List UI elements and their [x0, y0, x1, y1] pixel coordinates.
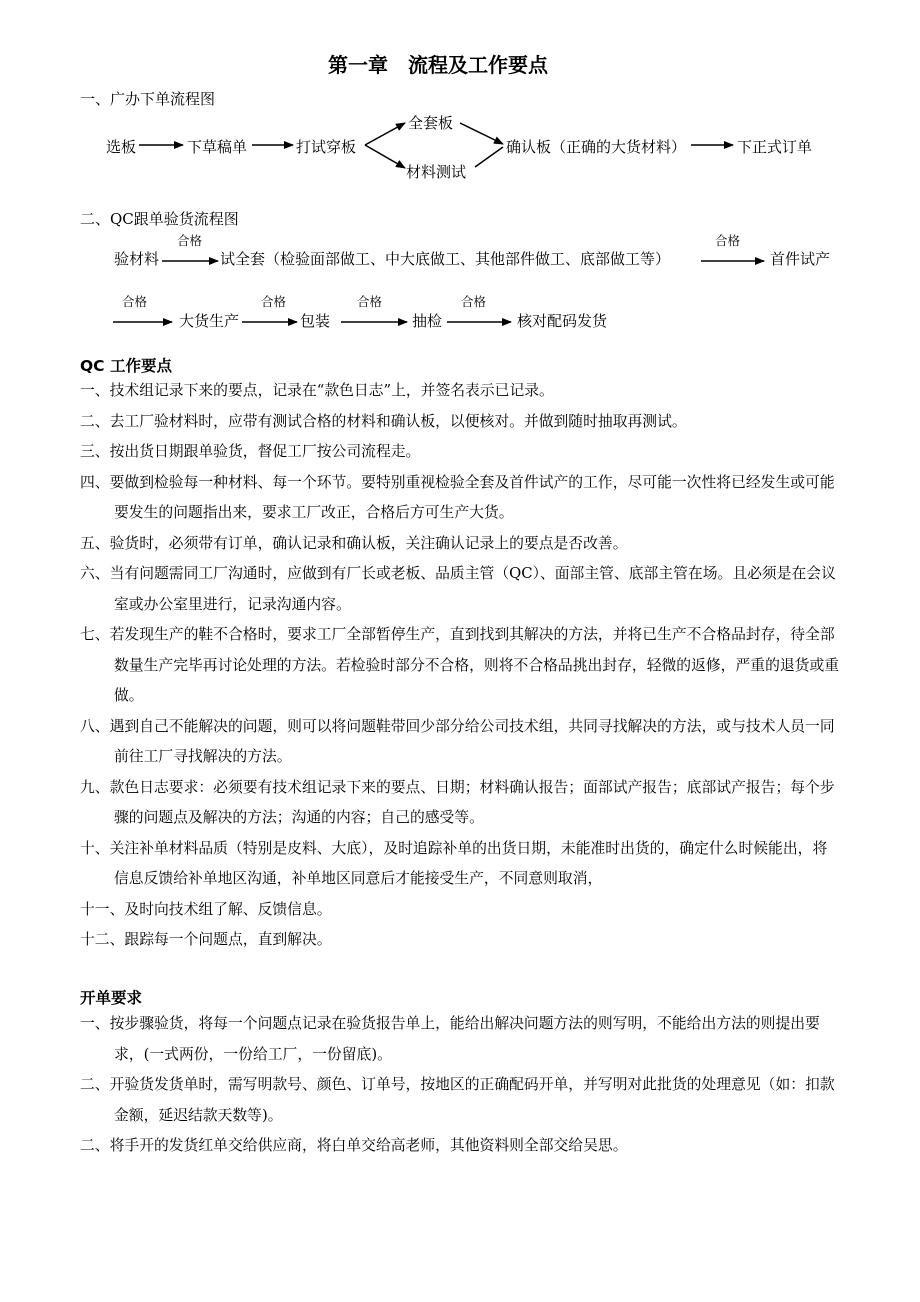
qc-item: 七、若发现生产的鞋不合格时，要求工厂全部暂停生产，直到找到其解决的方法，并将已生产不合格品封存，待全部数量生产完毕再讨论处理的方法。若检验时部分不合格，则将不合格品挑出封存，轻微的返修，严重的退货或重做。 [80, 626, 840, 704]
flow1-heading: 一、广办下单流程图 [80, 90, 216, 108]
flow2-node-first-production: 首件试产 [770, 250, 831, 268]
order-list [80, 1009, 840, 1162]
flow1-node-trial-board: 打试穿板 [296, 138, 357, 156]
qc-item: 十、关注补单材料品质（特别是皮料、大底），及时追踪补单的出货日期，未能准时出货的，确定什么时候能出，将信息反馈给补单地区沟通，补单地区同意后才能接受生产，不同意则取消， [80, 839, 828, 887]
flow1-node-full-set: 全套板 [408, 114, 454, 132]
pass-label: 合格 [715, 233, 741, 248]
order-item: 一、按步骤验货，将每一个问题点记录在验货报告单上，能给出解决问题方法的则写明，不能给出方法的则提出要求，(一式两份，一份给工厂，一份留底)。 [80, 1015, 820, 1063]
order-item: 二、将手开的发货红单交给供应商，将白单交给高老师，其他资料则全部交给吴思。 [80, 1137, 628, 1154]
flow1-node-formal-order: 下正式订单 [737, 138, 813, 156]
flow1-arrow-join-down [475, 147, 503, 167]
flow1-node-material-test: 材料测试 [406, 163, 467, 181]
flow2-node-ship: 核对配码发货 [517, 312, 608, 330]
flow1-arrow-up [365, 123, 405, 145]
qc-item: 三、按出货日期跟单验货，督促工厂按公司流程走。 [80, 443, 421, 460]
flow2-node-mass-production: 大货生产 [179, 312, 240, 330]
qc-item: 八、遇到自己不能解决的问题，则可以将问题鞋带回少部分给公司技术组，共同寻找解决的方法，或与技术人员一同前往工厂寻找解决的方法。 [80, 717, 835, 765]
pass-label: 合格 [261, 294, 287, 309]
qc-item: 一、技术组记录下来的要点，记录在“款色日志”上，并签名表示已记录。 [80, 382, 554, 399]
qc-heading: QC 工作要点 [80, 357, 172, 375]
flow2-node-packing: 包装 [300, 312, 331, 330]
order-heading: 开单要求 [80, 989, 143, 1007]
flow2-node-check-material: 验材料 [114, 250, 160, 268]
pass-label: 合格 [461, 294, 487, 309]
pass-label: 合格 [357, 294, 383, 309]
flow1-arrow-down [365, 145, 405, 168]
qc-item: 六、当有问题需同工厂沟通时，应做到有厂长或老板、品质主管（QC）、面部主管、底部主管在场。且必须是在会议室或办公室里进行，记录沟通内容。 [80, 565, 836, 613]
page-title: 第一章 流程及工作要点 [328, 53, 548, 77]
flow2-node-full-trial: 试全套（检验面部做工、中大底做工、其他部件做工、底部做工等） [220, 250, 671, 268]
flow2-heading: 二、QC跟单验货流程图 [80, 210, 239, 228]
qc-item: 十一、及时向技术组了解、反馈信息。 [80, 900, 332, 918]
flow-arrows [0, 0, 920, 400]
qc-list [80, 376, 840, 956]
qc-item: 二、去工厂验材料时，应带有测试合格的材料和确认板，以便核对。并做到随时抽取再测试。 [80, 412, 687, 430]
qc-item: 十二、跟踪每一个问题点，直到解决。 [80, 931, 332, 948]
flow1-node-draft-order: 下草稿单 [187, 138, 248, 156]
qc-item: 九、款色日志要求：必须要有技术组记录下来的要点、日期；材料确认报告；面部试产报告；底部试产报告；每个步骤的问题点及解决的方法；沟通的内容；自己的感受等。 [80, 778, 835, 826]
flow2-node-sampling: 抽检 [412, 312, 443, 330]
flow1-node-confirm-board: 确认板（正确的大货材料） [506, 138, 687, 156]
order-item: 二、开验货发货单时，需写明款号、颜色、订单号，按地区的正确配码开单，并写明对此批货的处理意见（如：扣款金额，延迟结款天数等)。 [80, 1076, 835, 1124]
flow1-node-select-board: 选板 [106, 138, 137, 156]
flow1-arrow-join-up [460, 123, 503, 144]
pass-label: 合格 [122, 294, 148, 309]
qc-item: 五、验货时，必须带有订单，确认记录和确认板，关注确认记录上的要点是否改善。 [80, 534, 628, 552]
pass-label: 合格 [177, 233, 203, 248]
qc-item: 四、要做到检验每一种材料、每一个环节。要特别重视检验全套及首件试产的工作，尽可能一次性将已经发生或可能要发生的问题指出来，要求工厂改正，合格后方可生产大货。 [80, 473, 835, 521]
